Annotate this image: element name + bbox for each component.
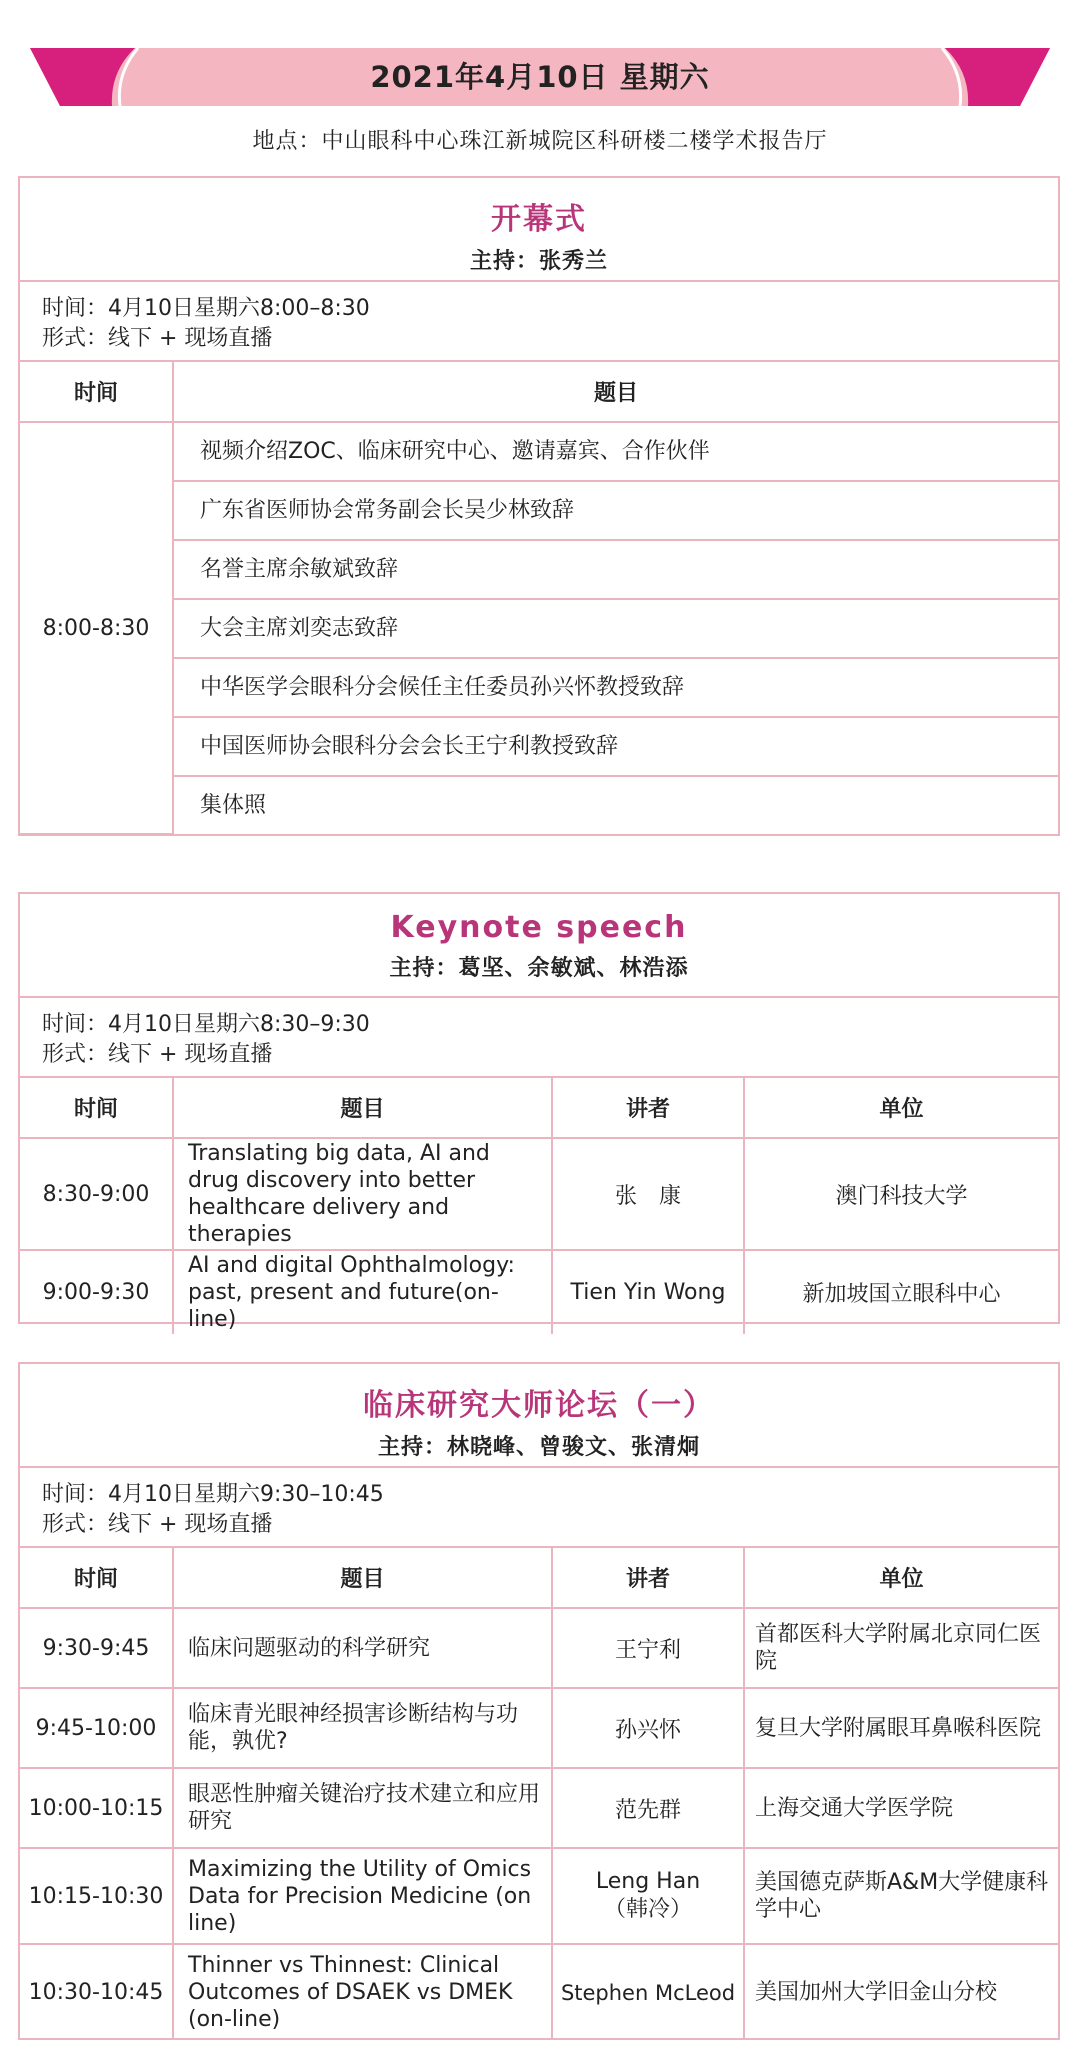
row-topic: 临床问题驱动的科学研究 — [173, 1608, 552, 1688]
row-time: 9:45-10:00 — [20, 1688, 173, 1768]
col-topic: 题目 — [173, 1078, 552, 1138]
opening-slot: 8:00-8:30 — [20, 422, 173, 834]
row-time: 10:15-10:30 — [20, 1848, 173, 1944]
table-row — [20, 540, 1058, 599]
opening-item: 中华医学会眼科分会候任主任委员孙兴怀教授致辞 — [173, 658, 1058, 717]
keynote-time: 时间：4月10日星期六8:30–9:30 — [42, 1012, 370, 1037]
table-row — [20, 1944, 1058, 2040]
row-speaker: Stephen McLeod — [552, 1944, 744, 2040]
col-speaker: 讲者 — [552, 1548, 744, 1608]
opening-header — [20, 178, 1058, 282]
row-topic: Thinner vs Thinnest: Clinical Outcomes of DSAEK vs DMEK (on-line) — [173, 1944, 552, 2040]
opening-item: 大会主席刘奕志致辞 — [173, 599, 1058, 658]
col-time: 时间 — [20, 1078, 173, 1138]
table-row — [20, 481, 1058, 540]
table-row — [20, 1250, 1058, 1334]
keynote-title: Keynote speech — [390, 910, 688, 945]
forum-format: 形式：线下 + 现场直播 — [42, 1512, 273, 1537]
table-row — [20, 776, 1058, 834]
row-time: 10:30-10:45 — [20, 1944, 173, 2040]
forum-meta — [20, 1468, 1058, 1548]
opening-meta — [20, 282, 1058, 362]
keynote-table — [20, 1078, 1058, 1334]
col-unit: 单位 — [744, 1078, 1058, 1138]
row-time: 9:30-9:45 — [20, 1608, 173, 1688]
table-row — [20, 1138, 1058, 1250]
forum-title: 临床研究大师论坛（一） — [363, 1388, 715, 1423]
row-unit: 上海交通大学医学院 — [744, 1768, 1058, 1848]
forum-time: 时间：4月10日星期六9:30–10:45 — [42, 1482, 384, 1507]
row-unit: 复旦大学附属眼耳鼻喉科医院 — [744, 1688, 1058, 1768]
forum-header — [20, 1364, 1058, 1468]
opening-title: 开幕式 — [491, 202, 587, 237]
row-time: 10:00-10:15 — [20, 1768, 173, 1848]
col-time: 时间 — [20, 362, 173, 422]
col-topic: 题目 — [173, 362, 1058, 422]
table-row — [20, 1848, 1058, 1944]
keynote-section — [18, 892, 1060, 1332]
opening-table — [20, 362, 1058, 835]
opening-table-header — [20, 362, 1058, 422]
row-topic: Translating big data, AI and drug discovery into better healthcare delivery and therapies — [173, 1138, 552, 1250]
table-row — [20, 1688, 1058, 1768]
row-unit: 新加坡国立眼科中心 — [744, 1250, 1058, 1334]
forum-table — [20, 1548, 1058, 2040]
table-row — [20, 717, 1058, 776]
col-unit: 单位 — [744, 1548, 1058, 1608]
keynote-meta — [20, 998, 1058, 1078]
row-speaker: 孙兴怀 — [552, 1688, 744, 1768]
row-time: 8:30-9:00 — [20, 1138, 173, 1250]
keynote-table-header — [20, 1078, 1058, 1138]
date-title: 2021年4月10日 星期六 — [370, 60, 710, 94]
opening-item: 中国医师协会眼科分会会长王宁利教授致辞 — [173, 717, 1058, 776]
keynote-host: 主持：葛坚、余敏斌、林浩添 — [389, 956, 689, 981]
opening-item: 名誉主席余敏斌致辞 — [173, 540, 1058, 599]
row-unit: 美国德克萨斯A&M大学健康科学中心 — [744, 1848, 1058, 1944]
col-time: 时间 — [20, 1548, 173, 1608]
row-topic: 眼恶性肿瘤关键治疗技术建立和应用研究 — [173, 1768, 552, 1848]
opening-item: 集体照 — [173, 776, 1058, 834]
row-speaker: Tien Yin Wong — [552, 1250, 744, 1334]
table-row — [20, 1608, 1058, 1688]
opening-item: 广东省医师协会常务副会长吴少林致辞 — [173, 481, 1058, 540]
row-speaker: 范先群 — [552, 1768, 744, 1848]
row-time: 9:00-9:30 — [20, 1250, 173, 1334]
table-row — [20, 599, 1058, 658]
row-speaker: Leng Han （韩冷） — [552, 1848, 744, 1944]
opening-format: 形式：线下 + 现场直播 — [42, 326, 273, 351]
date-banner — [30, 48, 1050, 106]
table-row — [20, 1768, 1058, 1848]
row-unit: 澳门科技大学 — [744, 1138, 1058, 1250]
forum-table-header — [20, 1548, 1058, 1608]
forum-section — [18, 1362, 1060, 2040]
table-row — [20, 422, 1058, 481]
row-topic: 临床青光眼神经损害诊断结构与功能，孰优? — [173, 1688, 552, 1768]
opening-host: 主持：张秀兰 — [469, 249, 608, 274]
opening-time: 时间：4月10日星期六8:00–8:30 — [42, 296, 370, 321]
col-speaker: 讲者 — [552, 1078, 744, 1138]
keynote-header — [20, 894, 1058, 998]
row-topic: Maximizing the Utility of Omics Data for Precision Medicine (on line) — [173, 1848, 552, 1944]
row-speaker: 王宁利 — [552, 1608, 744, 1688]
opening-item: 视频介绍ZOC、临床研究中心、邀请嘉宾、合作伙伴 — [173, 422, 1058, 481]
row-unit: 首都医科大学附属北京同仁医院 — [744, 1608, 1058, 1688]
opening-section — [18, 176, 1060, 836]
keynote-format: 形式：线下 + 现场直播 — [42, 1042, 273, 1067]
forum-host: 主持：林晓峰、曾骏文、张清炯 — [377, 1435, 700, 1460]
col-topic: 题目 — [173, 1548, 552, 1608]
row-unit: 美国加州大学旧金山分校 — [744, 1944, 1058, 2040]
table-row — [20, 658, 1058, 717]
row-speaker: 张 康 — [552, 1138, 744, 1250]
venue-location: 地点：中山眼科中心珠江新城院区科研楼二楼学术报告厅 — [252, 129, 828, 154]
row-topic: AI and digital Ophthalmology: past, present and future(on-line) — [173, 1250, 552, 1334]
